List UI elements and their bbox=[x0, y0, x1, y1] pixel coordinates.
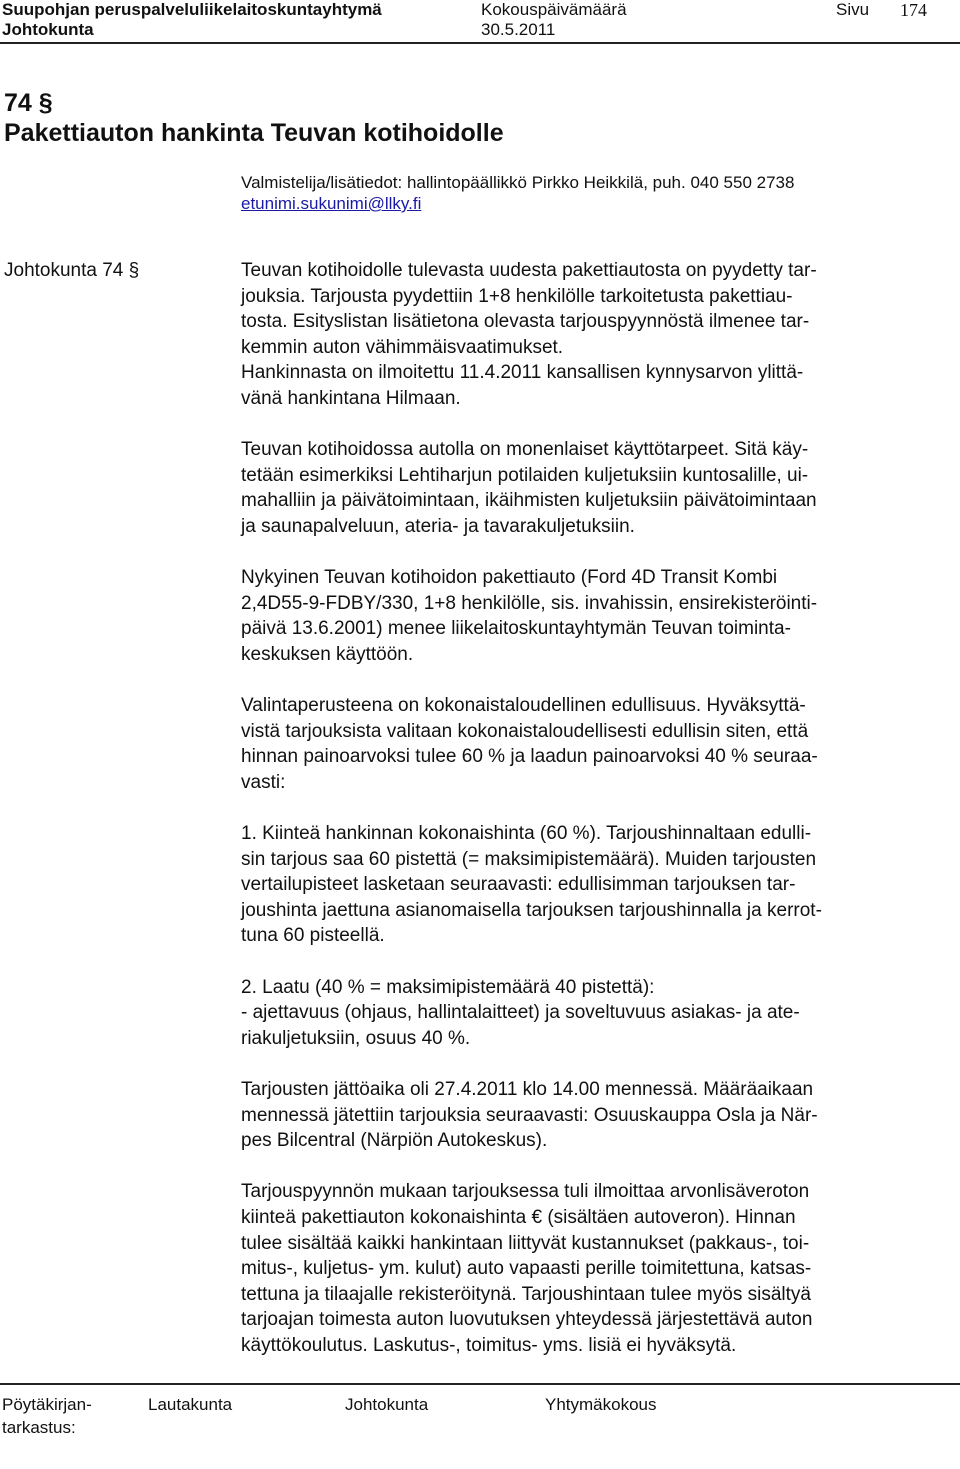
text-line: joushinta jaettuna asianomaisella tarjouksen tarjoushinnalla ja kerrot- bbox=[241, 899, 822, 921]
text-line: vasti: bbox=[241, 771, 286, 793]
paragraph-current-vehicle bbox=[241, 565, 931, 667]
text-line: vistä tarjouksista valitaan kokonaistaloudellisesti edullisin siten, että bbox=[241, 720, 809, 742]
paragraph-gap bbox=[241, 1051, 931, 1077]
decision-reference: Johtokunta 74 § bbox=[4, 260, 140, 281]
text-line: tulee sisältää kaikki hankintaan liittyvät kustannukset (pakkaus-, toi- bbox=[241, 1232, 810, 1254]
text-line: kemmin auton vähimmäisvaatimukset. bbox=[241, 336, 564, 358]
text-line: sin tarjous saa 60 pistettä (= maksimipistemäärä). Muiden tarjousten bbox=[241, 848, 817, 870]
text-line: Tarjousten jättöaika oli 27.4.2011 klo 14.00 mennessä. Määräaikaan bbox=[241, 1079, 814, 1100]
paragraph-gap bbox=[241, 412, 931, 438]
minutes-review-label bbox=[2, 1393, 92, 1439]
review-label-line: tarkastus: bbox=[2, 1418, 76, 1437]
text-line: jouksia. Tarjousta pyydettiin 1+8 henkilölle tarkoitetusta pakettiau- bbox=[241, 285, 793, 307]
paragraph-selection-criteria bbox=[241, 693, 931, 795]
section-title: Pakettiauton hankinta Teuvan kotihoidolle bbox=[4, 119, 504, 147]
text-line: Teuvan kotihoidossa autolla on monenlaiset käyttötarpeet. Sitä käy- bbox=[241, 439, 809, 461]
page-footer bbox=[0, 1383, 960, 1469]
paragraph-gap bbox=[241, 668, 931, 694]
email-link[interactable]: etunimi.sukunimi@llky.fi bbox=[241, 194, 422, 213]
footer-lautakunta: Lautakunta bbox=[148, 1395, 233, 1414]
text-line: Nykyinen Teuvan kotihoidon pakettiauto (Ford 4D Transit Kombi bbox=[241, 567, 778, 589]
paragraph-tender-deadline bbox=[241, 1077, 931, 1154]
paragraph-gap bbox=[241, 540, 931, 566]
text-line: - ajettavuus (ohjaus, hallintalaitteet) ja soveltuvuus asiakas- ja ate- bbox=[241, 1002, 800, 1024]
section-number: 74 § bbox=[4, 89, 53, 117]
text-line: mahalliin ja päivätoimintaan, ikäihmisten kuljetuksiin päivätoimintaan bbox=[241, 490, 817, 512]
text-line: tettuna ja tilaajalle rekisteröitynä. Tarjoushintaan tulee myös sisältyä bbox=[241, 1283, 811, 1305]
text-line: tuna 60 pisteellä. bbox=[241, 925, 385, 947]
paragraph-gap bbox=[241, 795, 931, 821]
paragraph-usage bbox=[241, 437, 931, 539]
meeting-date: 30.5.2011 bbox=[481, 20, 556, 39]
organization-name: Suupohjan peruspalveluliikelaitoskuntayhtymä bbox=[2, 0, 382, 19]
paragraph-tender-request bbox=[241, 258, 931, 412]
text-line: keskuksen käyttöön. bbox=[241, 643, 414, 665]
text-line: Hankinnasta on ilmoitettu 11.4.2011 kansallisen kynnysarvon ylittä- bbox=[241, 362, 804, 384]
text-line: mitus-, kuljetus- ym. kulut) auto vapaasti perille toimitettuna, katsas- bbox=[241, 1258, 812, 1280]
text-line: hinnan painoarvoksi tulee 60 % ja laadun painoarvoksi 40 % seuraa- bbox=[241, 746, 818, 768]
text-line: päivä 13.6.2001) menee liikelaitoskuntayhtymän Teuvan toiminta- bbox=[241, 618, 791, 640]
review-label-line: Pöytäkirjan- bbox=[2, 1395, 92, 1414]
text-line: 2,4D55-9-FDBY/330, 1+8 henkilölle, sis. invahissin, ensirekisteröinti- bbox=[241, 592, 818, 614]
text-line: tosta. Esityslistan lisätietona olevasta tarjouspyynnöstä ilmenee tar- bbox=[241, 311, 810, 333]
text-line: kiinteä pakettiauton kokonaishinta € (sisältäen autoveron). Hinnan bbox=[241, 1206, 796, 1228]
text-line: pes Bilcentral (Närpiön Autokeskus). bbox=[241, 1130, 548, 1152]
footer-yhtymakokous: Yhtymäkokous bbox=[545, 1395, 657, 1414]
text-line: mennessä jätettiin tarjouksia seuraavasti: Osuuskauppa Osla ja När- bbox=[241, 1104, 818, 1126]
text-line: käyttökoulutus. Laskutus-, toimitus- yms. lisiä ei hyväksytä. bbox=[241, 1334, 737, 1356]
text-line: 1. Kiinteä hankinnan kokonaishinta (60 %). Tarjoushinnaltaan edulli- bbox=[241, 823, 812, 845]
document-body bbox=[241, 258, 931, 1359]
text-line: vertailupisteet lasketaan seuraavasti: edullisimman tarjouksen tar- bbox=[241, 874, 796, 896]
footer-johtokunta: Johtokunta bbox=[345, 1395, 429, 1414]
preparer-contact: Valmistelija/lisätiedot: hallintopäällikkö Pirkko Heikkilä, puh. 040 550 2738 bbox=[241, 173, 795, 192]
text-line: vänä hankintana Hilmaan. bbox=[241, 387, 461, 409]
paragraph-gap bbox=[241, 1154, 931, 1180]
meeting-date-label: Kokouspäivämäärä bbox=[481, 0, 627, 19]
preparer-info bbox=[241, 172, 794, 214]
footer-divider bbox=[0, 1383, 960, 1385]
governing-body: Johtokunta bbox=[2, 20, 94, 39]
text-line: Tarjouspyynnön mukaan tarjouksessa tuli ilmoittaa arvonlisäveroton bbox=[241, 1181, 810, 1203]
page-header bbox=[0, 0, 960, 44]
text-line: ja saunapalveluun, ateria- ja tavarakuljetuksiin. bbox=[241, 515, 635, 537]
header-divider bbox=[0, 42, 960, 44]
page-label: Sivu bbox=[836, 0, 870, 19]
paragraph-gap bbox=[241, 949, 931, 975]
paragraph-price-criterion bbox=[241, 821, 931, 949]
text-line: 2. Laatu (40 % = maksimipistemäärä 40 pistettä): bbox=[241, 976, 655, 998]
paragraph-quality-criterion bbox=[241, 975, 931, 1052]
page-number: 174 bbox=[900, 0, 927, 20]
text-line: Teuvan kotihoidolle tulevasta uudesta pakettiautosta on pyydetty tar- bbox=[241, 260, 817, 281]
text-line: tarjoajan toimesta auton luovutuksen yhteydessä järjestettävä auton bbox=[241, 1309, 813, 1331]
text-line: tetään esimerkiksi Lehtiharjun potilaiden kuljetuksiin kuntosalille, ui- bbox=[241, 464, 809, 486]
text-line: Valintaperusteena on kokonaistaloudellinen edullisuus. Hyväksyttä- bbox=[241, 695, 806, 717]
text-line: riakuljetuksiin, osuus 40 %. bbox=[241, 1027, 471, 1049]
paragraph-price-terms bbox=[241, 1179, 931, 1358]
